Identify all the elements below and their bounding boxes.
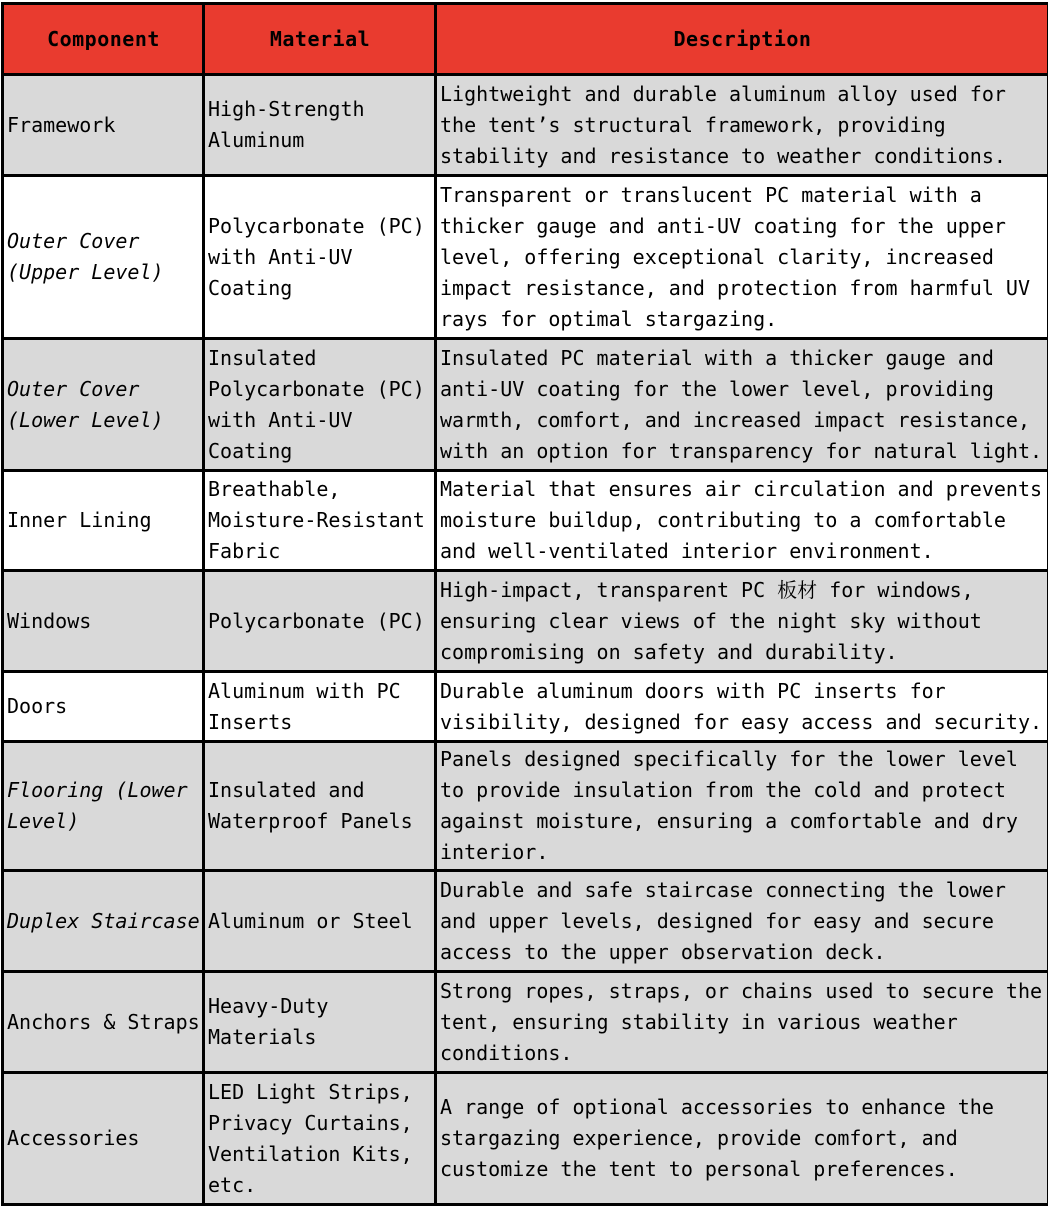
description-cell: Lightweight and durable aluminum alloy used for the tent’s structural framework, providing stability and resistance to weather conditions. (436, 75, 1048, 176)
component-cell: Doors (3, 672, 204, 742)
header-description: Description (436, 4, 1048, 75)
description-cell: Transparent or translucent PC material with a thicker gauge and anti-UV coating for the upper level, offering exceptional clarity, increased impact resistance, and protection from harmful UV rays for optimal stargazing. (436, 176, 1048, 339)
header-material: Material (204, 4, 436, 75)
header-row (3, 4, 1048, 75)
component-cell: Outer Cover (Lower Level) (3, 339, 204, 471)
material-cell: Polycarbonate (PC) (204, 571, 436, 672)
table-row (3, 75, 1048, 176)
component-cell: Flooring (Lower Level) (3, 742, 204, 871)
description-cell: Insulated PC material with a thicker gauge and anti-UV coating for the lower level, providing warmth, comfort, and increased impact resistance, with an option for transparency for natural light. (436, 339, 1048, 471)
component-cell: Duplex Staircase (3, 871, 204, 972)
component-cell: Outer Cover (Upper Level) (3, 176, 204, 339)
material-cell: Heavy-Duty Materials (204, 972, 436, 1073)
components-table (1, 2, 1048, 1206)
material-cell: Breathable, Moisture-Resistant Fabric (204, 471, 436, 571)
component-cell: Windows (3, 571, 204, 672)
description-cell: Durable and safe staircase connecting the lower and upper levels, designed for easy and secure access to the upper observation deck. (436, 871, 1048, 972)
component-cell: Anchors & Straps (3, 972, 204, 1073)
description-cell: Material that ensures air circulation and prevents moisture buildup, contributing to a comfortable and well-ventilated interior environment. (436, 471, 1048, 571)
material-cell: Insulated Polycarbonate (PC) with Anti-UV Coating (204, 339, 436, 471)
table-row (3, 672, 1048, 742)
component-cell: Inner Lining (3, 471, 204, 571)
table-row (3, 571, 1048, 672)
table-row (3, 871, 1048, 972)
component-cell: Framework (3, 75, 204, 176)
table-row (3, 972, 1048, 1073)
material-cell: Aluminum with PC Inserts (204, 672, 436, 742)
description-cell: Strong ropes, straps, or chains used to secure the tent, ensuring stability in various weather conditions. (436, 972, 1048, 1073)
material-cell: LED Light Strips, Privacy Curtains, Ventilation Kits, etc. (204, 1073, 436, 1205)
table-row (3, 742, 1048, 871)
header-component: Component (3, 4, 204, 75)
material-cell: Aluminum or Steel (204, 871, 436, 972)
table-row (3, 176, 1048, 339)
description-cell: Durable aluminum doors with PC inserts for visibility, designed for easy access and security. (436, 672, 1048, 742)
table-row (3, 1073, 1048, 1205)
material-cell: Polycarbonate (PC) with Anti-UV Coating (204, 176, 436, 339)
description-cell: A range of optional accessories to enhance the stargazing experience, provide comfort, and customize the tent to personal preferences. (436, 1073, 1048, 1205)
description-cell: High-impact, transparent PC 板材 for windows, ensuring clear views of the night sky without compromising on safety and durability. (436, 571, 1048, 672)
table-row (3, 339, 1048, 471)
component-cell: Accessories (3, 1073, 204, 1205)
material-cell: High-Strength Aluminum (204, 75, 436, 176)
description-cell: Panels designed specifically for the lower level to provide insulation from the cold and protect against moisture, ensuring a comfortable and dry interior. (436, 742, 1048, 871)
table-row (3, 471, 1048, 571)
material-cell: Insulated and Waterproof Panels (204, 742, 436, 871)
